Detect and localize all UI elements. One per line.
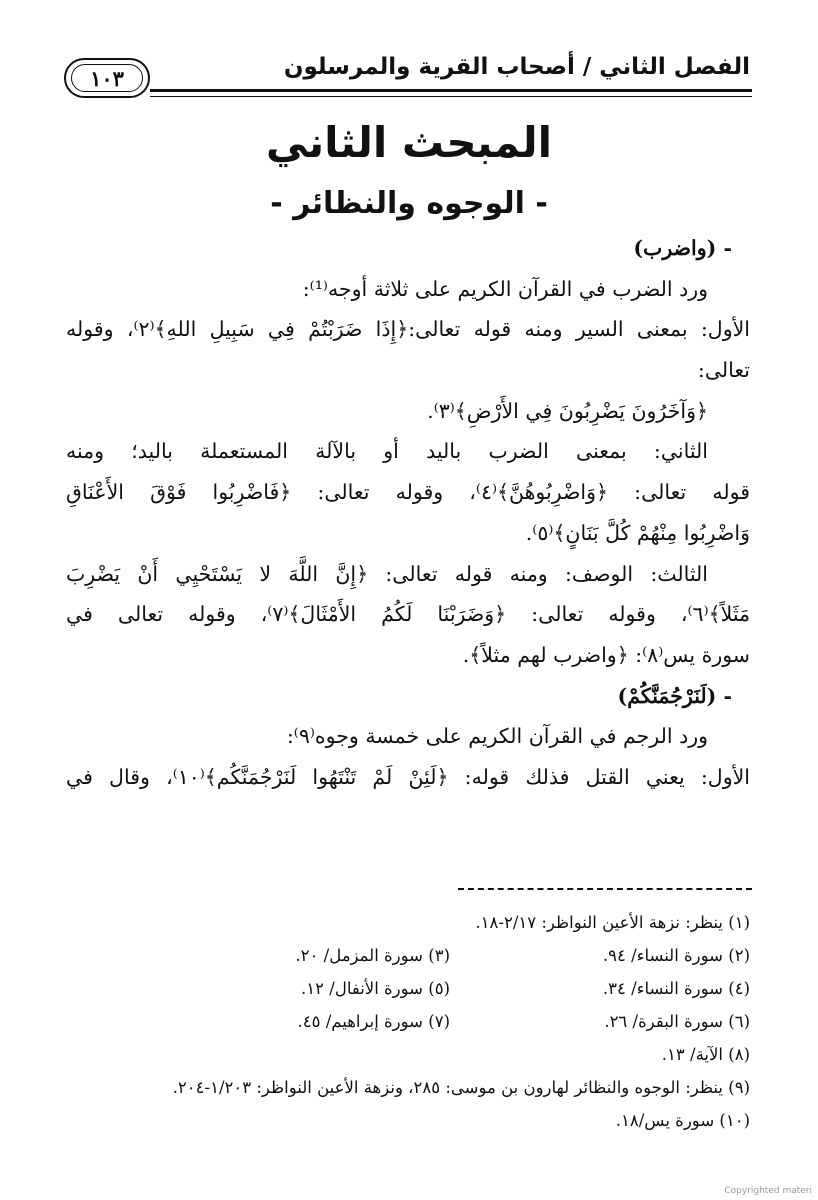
page-number-badge bbox=[64, 58, 150, 98]
running-header: الفصل الثاني / أصحاب القرية والمرسلون bbox=[283, 54, 750, 80]
copyright-watermark: Copyrighted materi bbox=[724, 1186, 812, 1196]
body-line: مَثَلاً﴾⁽٦⁾، وقوله تعالى: ﴿وَضَرَبْنَا لَكُمُ الأَمْثَالَ﴾⁽٧⁾، وقوله تعالى في bbox=[66, 602, 750, 627]
body-line: الأول: يعني القتل فذلك قوله: ﴿لَئِنْ لَمْ تَنْتَهُوا لَنَرْجُمَنَّكُم﴾⁽١٠⁾، وقال في bbox=[66, 764, 750, 789]
footnote-5: (٥) سورة الأنفال/ ١٢. bbox=[301, 979, 450, 998]
header-rule-thick bbox=[150, 89, 752, 92]
body-text bbox=[66, 228, 750, 798]
footnote-1: (١) ينظر: نزهة الأعين النواظر: ٢/١٧-١٨. bbox=[475, 913, 750, 932]
body-line: سورة يس⁽٨⁾: ﴿واضرب لهم مثلاً﴾. bbox=[462, 642, 750, 667]
footnote-4: (٤) سورة النساء/ ٣٤. bbox=[602, 979, 750, 998]
body-line: ورد الرجم في القرآن الكريم على خمسة وجوه⁽٩⁾: bbox=[286, 724, 708, 749]
body-line: الثاني: بمعنى الضرب باليد أو بالآلة المستعملة باليد؛ ومنه bbox=[66, 439, 708, 464]
footnote-10: (١٠) سورة يس/١٨. bbox=[615, 1111, 750, 1130]
term-heading-wadrib: - (واضرب) bbox=[633, 236, 732, 260]
body-line: تعالى: bbox=[697, 358, 750, 383]
section-subtitle: - الوجوه والنظائر - bbox=[270, 186, 548, 221]
body-line: ﴿وَآخَرُونَ يَضْرِبُونَ فِي الأَرْضِ﴾⁽٣⁾. bbox=[427, 398, 708, 423]
body-line: قوله تعالى: ﴿وَاضْرِبُوهُنَّ﴾⁽٤⁾، وقوله تعالى: ﴿فَاضْرِبُوا فَوْقَ الأَعْنَاقِ bbox=[66, 480, 750, 505]
footnote-7: (٧) سورة إبراهيم/ ٤٥. bbox=[297, 1012, 450, 1031]
footnote-6: (٦) سورة البقرة/ ٢٦. bbox=[604, 1012, 750, 1031]
body-line: وَاضْرِبُوا مِنْهُمْ كُلَّ بَنَانٍ﴾⁽٥⁾. bbox=[525, 520, 750, 545]
footnote-2: (٢) سورة النساء/ ٩٤. bbox=[602, 946, 750, 965]
footnote-separator bbox=[458, 888, 752, 890]
body-line: الثالث: الوصف: ومنه قوله تعالى: ﴿إِنَّ اللَّهَ لا يَسْتَحْيِي أَنْ يَضْرِبَ bbox=[66, 561, 708, 586]
footnote-9: (٩) ينظر: الوجوه والنظائر لهارون بن موسى: ٢٨٥، ونزهة الأعين النواظر: ١/٢٠٣-٢٠٤. bbox=[172, 1078, 750, 1097]
body-line: ورد الضرب في القرآن الكريم على ثلاثة أوجه⁽¹⁾: bbox=[302, 276, 708, 301]
term-heading-lanarjumannakum: - (لَنَرْجُمَنَّكُمْ) bbox=[617, 683, 732, 708]
section-title: المبحث الثاني bbox=[265, 118, 553, 167]
footnote-8: (٨) الآية/ ١٣. bbox=[661, 1045, 750, 1064]
footnote-3: (٣) سورة المزمل/ ٢٠. bbox=[295, 946, 450, 965]
header-rule-thin bbox=[150, 96, 752, 97]
footnotes bbox=[66, 906, 750, 1137]
body-line: الأول: بمعنى السير ومنه قوله تعالى:﴿إِذَا ضَرَبْتُمْ فِي سَبِيلِ اللهِ﴾⁽٢⁾، وقوله bbox=[66, 317, 750, 342]
page-number: ١٠٣ bbox=[90, 65, 124, 91]
